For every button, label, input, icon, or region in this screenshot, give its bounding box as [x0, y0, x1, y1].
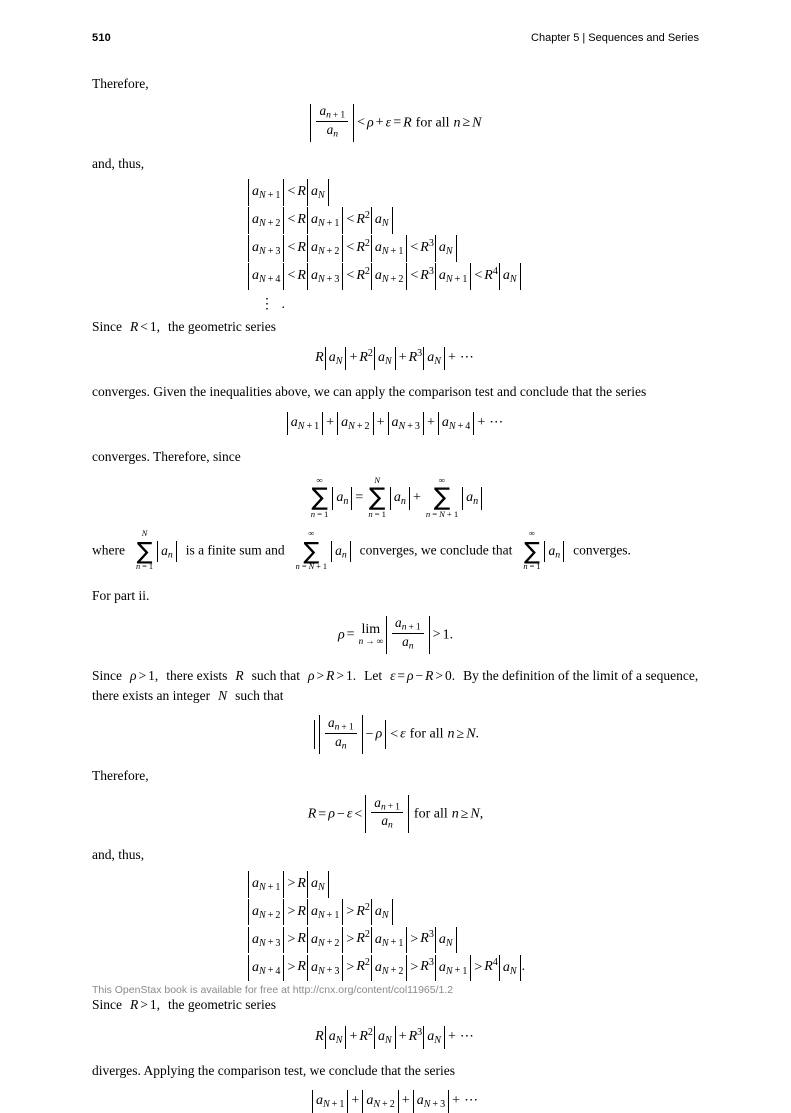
text-converges-conclude: converges, we conclude that — [359, 542, 513, 558]
vertical-ellipsis-1: ⋮ . — [260, 296, 287, 312]
paragraph-and-thus-2: and, thus, — [92, 847, 145, 863]
equation-geometric-series-2: R $a_N + R^2$ $a_N + R^3$ $a_N$ + ⋯ — [92, 1025, 699, 1049]
text-since-1: Since — [92, 318, 122, 334]
math-R-lt-1: R — [130, 318, 139, 334]
equation-series-tail: $a_{N + 1} + a_{N + 2} + a_{N + 3} + a_{N + 4}$ + ⋯ — [92, 412, 699, 435]
math-rho-gt-1: ρ — [130, 668, 137, 684]
text-there-exists: there exists — [166, 668, 228, 684]
equation-inequality-chain-1: $a_{N + 1} < R$ $a_N$ $a_{N + 2} < R$ $a_{N + 1} < R^2$ $a_N$ $a_{N + 3} < R$ $a_{N + 2} < R^2$ $a_{N + 1} < R^3$ $a_N$ $a_{N + 4} < R$ $a_{N + 3} < R^2$ $a_{N + 2} < R^3$ $a_{N + 1} < R^4$ $a_N$ — [92, 179, 699, 289]
text-geometric-series-2: the geometric series — [168, 997, 276, 1013]
paragraph-since-R-gt-1: Since R > 1, the geometric series — [92, 997, 276, 1013]
paragraph-therefore-1: Therefore, — [92, 76, 149, 91]
equation-sum-split: ∞ ∑ n = 1 $a_n$ = N ∑ n = 1 $a_n$ + ∞ ∑ n = N + 1 $a_n$ — [92, 476, 699, 519]
equation-ratio-bound: $\frac{a_{n + 1}}{a_n}$ < ρ + ε = R for all n ≥ N — [92, 104, 699, 142]
text-such-that-1: such that — [251, 668, 300, 684]
page-header — [92, 32, 699, 44]
paragraph-therefore-2: Therefore, — [92, 767, 149, 783]
equation-series-tail-2: $a_{N + 1} + a_{N + 2} + a_{N + 3}$ + ⋯ — [92, 1090, 699, 1113]
math-R-1: R — [235, 668, 244, 684]
page-footer: This OpenStax book is available for free at http://cnx.org/content/col11965/1.2 — [92, 984, 454, 996]
equation-geometric-series-1: R $a_N + R^2$ $a_N + R^3$ $a_N$ + ⋯ — [92, 346, 699, 370]
equation-rho-limit: ρ = lim n → ∞ $\frac{a_{n + 1}}{a_n}$ > 1. — [92, 616, 699, 654]
equation-inequality-chain-2: $a_{N + 1} > R$ $a_N$ $a_{N + 2} > R$ $a_{N + 1} > R^2$ $a_N$ $a_{N + 3} > R$ $a_{N + 2} > R^2$ $a_{N + 1} > R^3$ $a_N$ $a_{N + 4} > R$ $a_{N + 3} > R^2$ $a_{N + 2} > R^3$ $a_{N + 1} > R^4$ $a_N$ . — [92, 871, 699, 981]
text-where: where — [92, 542, 125, 558]
paragraph-since-rho-gt-1: Since ρ > 1, there exists R such that ρ > R > 1. Let ε = ρ − R > 0. By the definition of the limit of a sequence, there exists an integer N such that — [92, 668, 699, 703]
equation-epsilon-bound: $\frac{a_{n + 1}}{a_n}$ − ρ < ε for all n ≥ N. — [92, 715, 699, 753]
paragraph-and-thus-1: and, thus, — [92, 155, 145, 171]
math-sum-N1-inf: ∞ ∑ n = N + 1 — [295, 529, 328, 572]
math-N-1: N — [218, 687, 228, 703]
text-such-that-2: such that — [235, 687, 284, 703]
text-converges-end: converges. — [573, 542, 631, 558]
chapter-title: Chapter 5 | Sequences and Series — [531, 32, 699, 44]
paragraph-diverges: diverges. Applying the comparison test, we conclude that the series — [92, 1062, 456, 1078]
paragraph-for-part-ii: For part ii. — [92, 588, 150, 604]
text-definition-limit: By the definition of the limit of a sequence, there exists an integer — [92, 668, 699, 703]
page-number: 510 — [92, 32, 111, 44]
math-sum-1-inf: ∞ ∑ n = 1 — [523, 529, 541, 572]
text-since-2: Since — [92, 668, 122, 684]
text-finite-sum: is a finite sum and — [185, 542, 285, 558]
paragraph-since-R-lt-1: Since R < 1, the geometric series — [92, 318, 276, 334]
paragraph-where-finite-sum: where N ∑ n = 1 $a_n$ is a finite sum and ∞ ∑ n = N + 1 $a_n$ converges, we conclude that ∞ ∑ n = 1 $a_n$ converges. — [92, 529, 631, 572]
paragraph-comparison-test: converges. Given the inequalities above, we can apply the comparison test and conclude that the series — [92, 384, 647, 400]
text-geometric-series-1: the geometric series — [168, 318, 276, 334]
equation-R-lower-bound: R = ρ − ε < $\frac{a_{n + 1}}{a_n}$ for all n ≥ N, — [92, 795, 699, 833]
math-sum-1-N: N ∑ n = 1 — [135, 529, 154, 572]
text-since-3: Since — [92, 997, 122, 1013]
paragraph-converges-therefore: converges. Therefore, since — [92, 448, 241, 464]
text-let: Let — [364, 668, 383, 684]
math-R-gt-1: R — [130, 997, 139, 1013]
